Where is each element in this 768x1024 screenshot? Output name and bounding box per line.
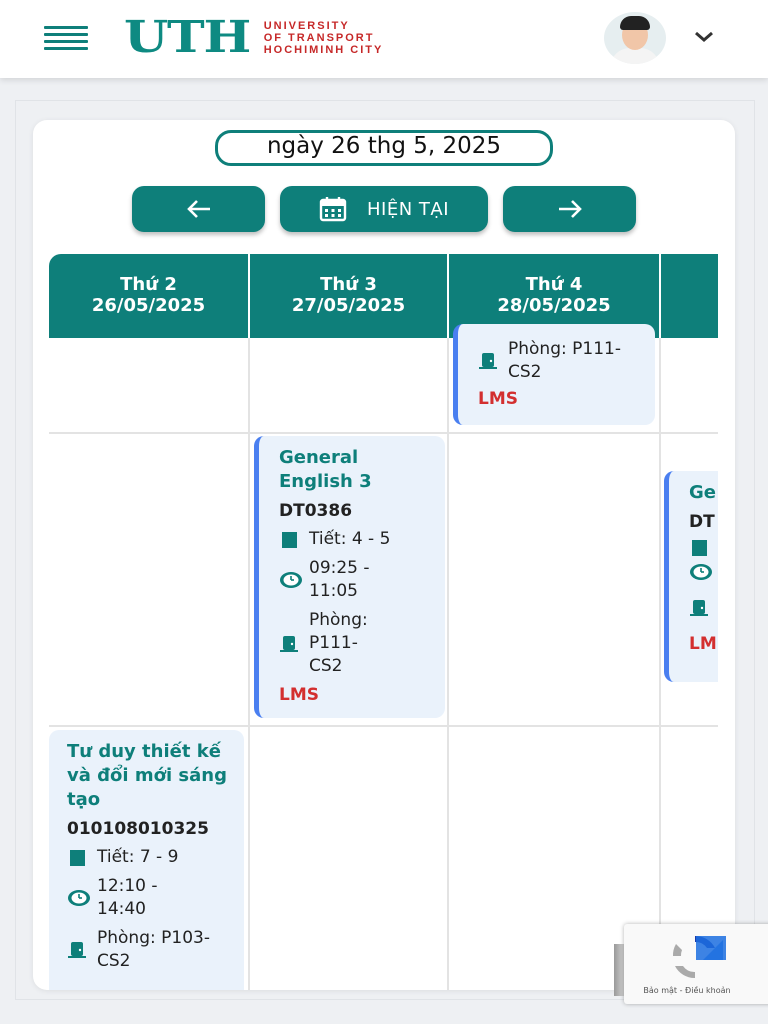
time-text: 12:10 - 14:40 bbox=[97, 876, 158, 919]
room-row bbox=[478, 338, 655, 384]
chevron-down-icon[interactable] bbox=[693, 30, 715, 46]
course-title: Tư duy thiết kế và đổi mới sáng tạo bbox=[67, 741, 227, 810]
course-title: General English 3 bbox=[279, 447, 372, 492]
time-row bbox=[279, 557, 445, 603]
period-row bbox=[67, 846, 244, 869]
column-header-tue bbox=[250, 254, 447, 338]
column-header-mon bbox=[49, 254, 248, 338]
time-row bbox=[67, 875, 244, 921]
event-card[interactable] bbox=[49, 730, 244, 990]
date-label: 28/05/2025 bbox=[497, 295, 611, 316]
menu-icon[interactable] bbox=[44, 26, 88, 52]
room-row bbox=[279, 609, 445, 678]
calendar-icon bbox=[319, 196, 347, 222]
period-row bbox=[279, 528, 445, 551]
day-label: Thứ 3 bbox=[320, 274, 377, 295]
column-header-thu bbox=[661, 254, 718, 338]
room-text: Phòng: P103- CS2 bbox=[97, 928, 210, 971]
period-text: Tiết: 7 - 9 bbox=[97, 847, 179, 867]
arrow-right-icon bbox=[556, 198, 584, 220]
day-label: Thứ 2 bbox=[120, 274, 177, 295]
date-label: 26/05/2025 bbox=[91, 295, 206, 316]
logo-subtitle bbox=[264, 20, 384, 56]
course-code: 010108010325 bbox=[67, 819, 209, 839]
avatar[interactable] bbox=[604, 12, 666, 64]
lms-link[interactable]: LM bbox=[689, 634, 717, 654]
prev-week-button[interactable] bbox=[132, 186, 265, 232]
recaptcha-icon bbox=[656, 930, 734, 984]
period-row bbox=[689, 539, 718, 557]
event-card[interactable] bbox=[664, 471, 718, 682]
logo-line-2: OF TRANSPORT bbox=[263, 32, 375, 44]
book-icon bbox=[689, 539, 718, 557]
date-label: 27/05/2025 bbox=[291, 295, 406, 316]
book-icon bbox=[67, 849, 97, 867]
clock-icon bbox=[279, 571, 309, 589]
course-code: DT bbox=[689, 512, 715, 532]
door-icon bbox=[478, 352, 508, 370]
event-card[interactable] bbox=[254, 436, 445, 718]
logo-line-3: HOCHIMINH CITY bbox=[263, 44, 384, 56]
today-label: HIỆN TẠI bbox=[366, 198, 450, 220]
room-text: Phòng: P111- CS2 bbox=[508, 339, 621, 382]
week-grid bbox=[49, 254, 718, 990]
event-card[interactable] bbox=[453, 324, 655, 425]
book-icon bbox=[279, 531, 309, 549]
door-icon bbox=[689, 599, 718, 617]
course-code: DT0386 bbox=[279, 501, 353, 521]
next-week-button[interactable] bbox=[503, 186, 636, 232]
logo-line-1: UNIVERSITY bbox=[263, 20, 350, 32]
clock-icon bbox=[67, 889, 97, 907]
recaptcha-badge[interactable] bbox=[624, 924, 768, 1004]
schedule-card bbox=[33, 120, 735, 990]
room-row bbox=[689, 599, 718, 617]
lms-link[interactable]: LMS bbox=[279, 685, 319, 705]
clock-icon bbox=[689, 563, 718, 581]
door-icon bbox=[67, 941, 97, 959]
period-text: Tiết: 4 - 5 bbox=[309, 529, 391, 549]
arrow-left-icon bbox=[185, 198, 213, 220]
today-button[interactable] bbox=[280, 186, 488, 232]
time-text: 09:25 - 11:05 bbox=[309, 558, 370, 601]
logo[interactable] bbox=[124, 12, 384, 63]
day-label: Thứ 4 bbox=[525, 274, 583, 295]
recaptcha-terms[interactable]: Bảo mật - Điều khoản bbox=[643, 986, 731, 995]
door-icon bbox=[279, 635, 309, 653]
time-row bbox=[689, 563, 718, 581]
course-title: Ge bbox=[689, 482, 716, 503]
top-bar bbox=[0, 0, 768, 78]
lms-link[interactable]: LMS bbox=[478, 389, 518, 409]
room-row bbox=[67, 927, 244, 973]
logo-uth: UTH bbox=[124, 12, 251, 63]
room-text: Phòng: P111- CS2 bbox=[309, 610, 368, 676]
current-date[interactable]: ngày 26 thg 5, 2025 bbox=[215, 130, 553, 166]
